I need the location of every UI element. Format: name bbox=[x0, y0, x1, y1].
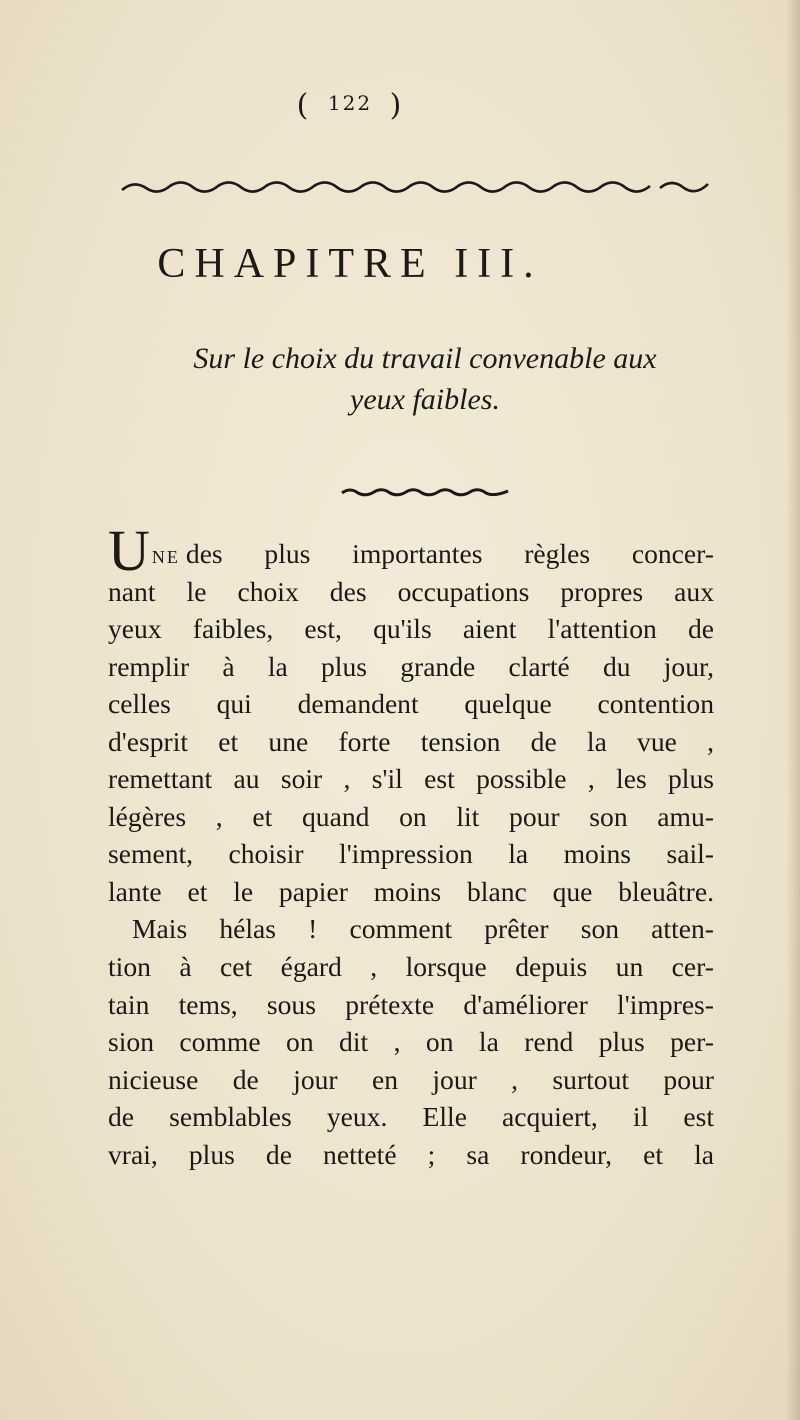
text-line: légères , et quand on lit pour son amu- bbox=[108, 800, 714, 832]
chapter-subtitle-line-1: Sur le choix du travail convenable aux bbox=[193, 342, 657, 375]
text-line: remettant au soir , s'il est possible , les plus bbox=[108, 763, 714, 795]
text-line: Mais hélas ! comment prêter son atten- bbox=[132, 913, 714, 945]
body-paragraph bbox=[108, 518, 714, 1173]
text-line-content: des plus importantes règles concer- bbox=[185, 538, 714, 569]
page-number-open-paren: ( bbox=[296, 88, 311, 123]
text-line: sement, choisir l'impression la moins sail- bbox=[108, 838, 714, 870]
text-line: d'esprit et une forte tension de la vue , bbox=[108, 725, 714, 757]
page-number-close-paren: ) bbox=[389, 88, 404, 123]
text-line: lante et le papier moins blanc que bleuâtre. bbox=[108, 875, 714, 907]
chapter-subtitle-line-2: yeux faibles. bbox=[350, 383, 500, 416]
text-line: tion à cet égard , lorsque depuis un cer- bbox=[108, 951, 714, 983]
page-number bbox=[0, 88, 700, 123]
text-line: de semblables yeux. Elle acquiert, il est bbox=[108, 1101, 714, 1133]
chapter-subtitle bbox=[150, 338, 700, 420]
text-line: nant le choix des occupations propres aux bbox=[108, 575, 714, 607]
chapter-title: CHAPITRE III. bbox=[157, 241, 543, 287]
text-line: yeux faibles, est, qu'ils aient l'attention de bbox=[108, 613, 714, 645]
text-line: celles qui demandent quelque contention bbox=[108, 688, 714, 720]
first-word-small-caps: NE bbox=[151, 547, 180, 567]
ornamental-rule-middle bbox=[340, 487, 510, 497]
text-line bbox=[108, 518, 714, 583]
drop-cap: U bbox=[108, 518, 150, 583]
ornamental-rule-top bbox=[120, 178, 710, 196]
text-line: tain tems, sous prétexte d'améliorer l'impres- bbox=[108, 988, 714, 1020]
text-line: nicieuse de jour en jour , surtout pour bbox=[108, 1063, 714, 1095]
text-line: vrai, plus de netteté ; sa rondeur, et la bbox=[108, 1138, 714, 1170]
text-line: remplir à la plus grande clarté du jour, bbox=[108, 650, 714, 682]
text-line: sion comme on dit , on la rend plus per- bbox=[108, 1026, 714, 1058]
page-number-value: 122 bbox=[327, 91, 373, 115]
page-edge-shadow bbox=[786, 0, 800, 1420]
